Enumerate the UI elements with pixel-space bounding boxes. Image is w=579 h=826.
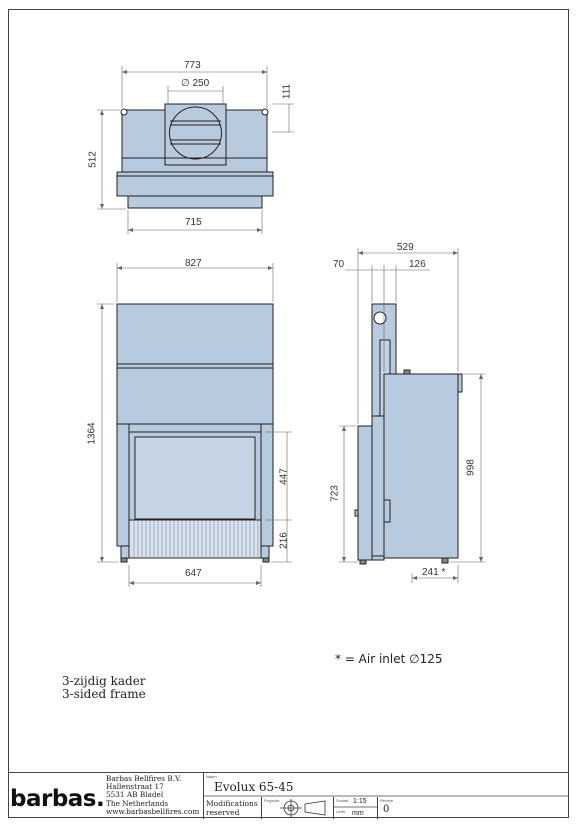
- dim-side-depth: 529: [397, 242, 414, 253]
- dim-side-lower-height: 723: [329, 485, 341, 502]
- side-body: [384, 374, 458, 558]
- front-convection: [117, 364, 273, 424]
- side-view: [355, 304, 462, 564]
- company-address: [106, 775, 199, 816]
- flue-circle: [170, 107, 222, 159]
- projection-caption: Projectie: [264, 798, 280, 803]
- company-street: Hallenstraat 17: [106, 782, 164, 792]
- top-view: [117, 104, 273, 208]
- dim-flue-diameter: ∅ 250: [181, 78, 210, 89]
- dim-side-inlet-offset: 241 *: [422, 567, 446, 578]
- dim-top-depth: 512: [87, 151, 99, 168]
- unit-caption: Units: [336, 809, 346, 814]
- dim-base-height: 216: [278, 532, 290, 549]
- dim-top-inner-width: 715: [185, 217, 202, 228]
- air-inlet-note: * = Air inlet ∅125: [335, 652, 443, 666]
- front-view: [117, 304, 273, 562]
- dim-top-height: 111: [281, 83, 293, 100]
- revision-value: 0: [383, 804, 390, 815]
- side-front-lower: [358, 426, 372, 560]
- modifications-cell: [203, 797, 261, 819]
- front-side-right: [261, 424, 273, 546]
- dim-front-height: 1364: [86, 422, 98, 445]
- front-base-grille: [129, 520, 261, 558]
- dim-glass-width: 647: [185, 568, 202, 579]
- front-top-rail: [129, 424, 261, 432]
- company-city: 5531 AB Bladel: [106, 790, 164, 800]
- dim-side-height: 998: [465, 459, 477, 476]
- front-hood: [117, 304, 273, 364]
- title-block: [8, 772, 569, 818]
- company-country: The Netherlands: [106, 798, 169, 808]
- revision-cell: [377, 797, 569, 819]
- dim-side-offset-right: 126: [409, 259, 426, 270]
- dim-glass-height: 447: [278, 468, 290, 485]
- front-side-left: [117, 424, 129, 546]
- unit-value: mm: [352, 810, 364, 817]
- scale-cell: [333, 797, 377, 808]
- modifications-line-1: Modifications: [206, 799, 258, 808]
- side-front-panel: [372, 416, 384, 556]
- dim-side-offset-left: 70: [333, 259, 345, 270]
- projection-cell: [261, 797, 333, 819]
- company-name: Barbas Bellfires B.V.: [106, 774, 182, 783]
- frame-note-en: 3-sided frame: [62, 687, 146, 701]
- company-website: www.barbasbellfires.com: [106, 806, 200, 816]
- barbas-logo: barbas.: [10, 786, 105, 812]
- product-name: Evolux 65-45: [214, 780, 294, 794]
- revision-caption: Revisie: [380, 798, 394, 803]
- top-view-base: [128, 196, 262, 208]
- scale-value: 1:15: [353, 798, 367, 805]
- name-cell: [203, 773, 569, 797]
- dim-top-width: 773: [184, 60, 201, 71]
- dim-front-width: 827: [185, 258, 202, 269]
- name-caption: Naam: [206, 774, 217, 779]
- unit-cell: [333, 808, 377, 819]
- modifications-line-2: reserved: [206, 807, 240, 817]
- scale-caption: Schaal: [336, 798, 349, 803]
- frame-note-nl: 3-zijdig kader: [62, 674, 146, 688]
